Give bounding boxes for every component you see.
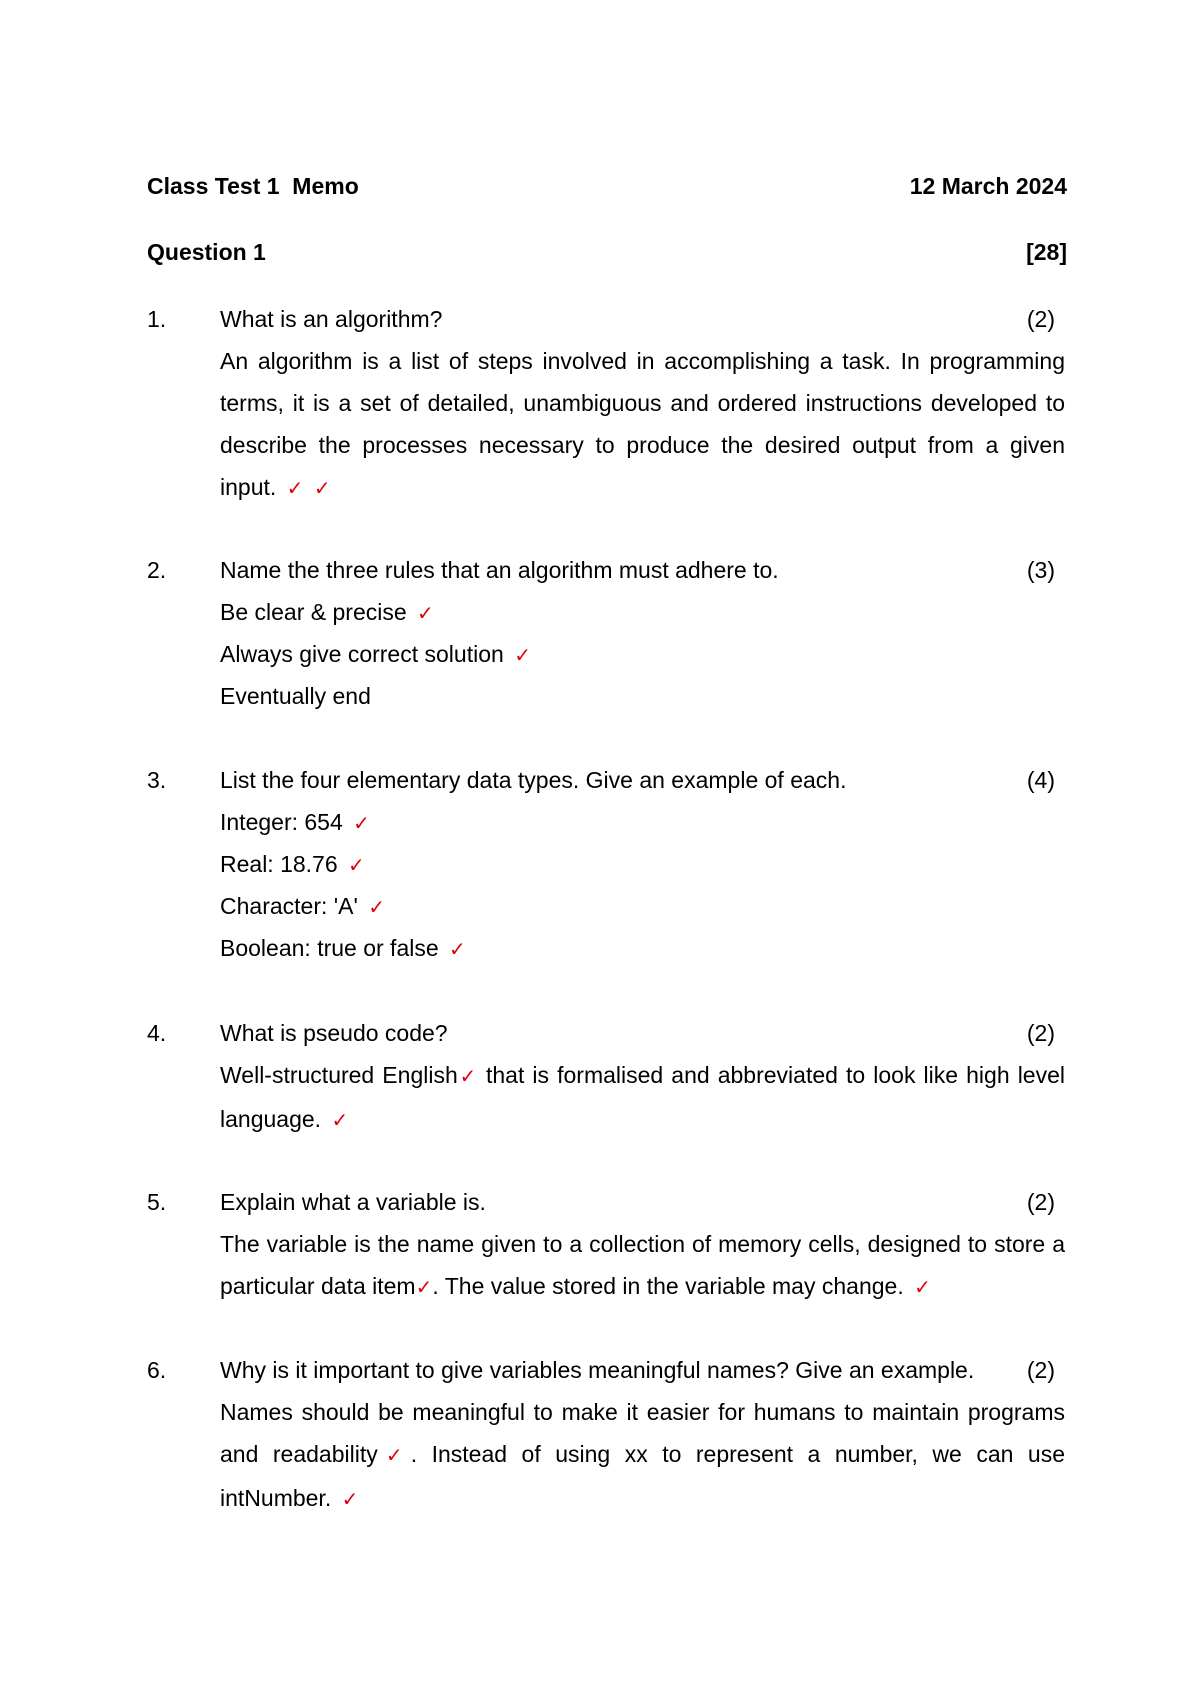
- answer-item-text: Always give correct solution: [220, 641, 504, 667]
- question-4: [147, 1012, 1067, 1142]
- question-marks: (2): [1026, 1357, 1055, 1383]
- answer-body: . The value stored in the variable may change.: [432, 1273, 904, 1299]
- check-mark-icon: ✓: [457, 1066, 478, 1088]
- answer-item-text: Integer: 654: [220, 809, 343, 835]
- question-6: [147, 1349, 1067, 1521]
- question-number: 6.: [147, 1357, 167, 1383]
- question-text: What is pseudo code?: [220, 1020, 448, 1046]
- question-text: Name the three rules that an algorithm must adhere to.: [220, 557, 779, 583]
- question-5: [147, 1181, 1067, 1309]
- answer-item: [220, 801, 1065, 843]
- question-number: 1.: [147, 306, 167, 332]
- answer-item-text: Real: 18.76: [220, 851, 338, 877]
- question-text: What is an algorithm?: [220, 306, 443, 332]
- question-text: Why is it important to give variables meaningful names? Give an example.: [220, 1357, 975, 1383]
- question-marks: (4): [1026, 767, 1055, 793]
- answer-body: . Instead of using xx to represent a number, we can use intNumber.: [220, 1441, 1065, 1511]
- question-marks: (2): [1026, 1189, 1055, 1215]
- answer-body: The variable is the name given to a collection of memory cells, designed to store a particular data item: [220, 1231, 1065, 1299]
- section-total: [28]: [1026, 239, 1067, 265]
- check-mark-icon: ✓: [415, 1277, 433, 1299]
- question-text: List the four elementary data types. Give an example of each.: [220, 767, 847, 793]
- answer-item-text: Boolean: true or false: [220, 935, 439, 961]
- answer-item: [220, 633, 1065, 675]
- question-text: Explain what a variable is.: [220, 1189, 486, 1215]
- question-3: [147, 759, 1067, 969]
- answer-body: An algorithm is a list of steps involved in accomplishing a task. In programming terms, it is a set of detailed, unambiguous and ordered instructions developed to describe the processes necessary to produce the desired output from a given input.: [220, 348, 1065, 500]
- answer-item-text: Be clear & precise: [220, 599, 407, 625]
- answer-text: [220, 340, 1065, 510]
- memo-title: Class Test 1 Memo: [147, 173, 359, 199]
- section-title: Question 1: [147, 239, 266, 265]
- question-1: [147, 298, 1067, 510]
- check-mark-icon: ✓: [449, 939, 466, 961]
- answer-item-text: Eventually end: [220, 683, 371, 709]
- check-mark-icon: ✓: [514, 645, 531, 667]
- check-mark-icon: ✓: [331, 1110, 349, 1132]
- section-header: [147, 238, 1067, 266]
- check-mark-icon: ✓: [313, 478, 331, 500]
- check-mark-icon: ✓: [368, 897, 386, 919]
- answer-body: Names should be meaningful to make it easier for humans to maintain programs and readability: [220, 1399, 1065, 1467]
- check-mark-icon: ✓: [348, 855, 365, 877]
- answer-item: [220, 927, 1065, 969]
- question-marks: (2): [1026, 1020, 1055, 1046]
- check-mark-icon: ✓: [341, 1489, 359, 1511]
- question-number: 3.: [147, 767, 167, 793]
- question-number: 2.: [147, 557, 167, 583]
- memo-date: 12 March 2024: [909, 173, 1067, 199]
- answer-item-text: Character: 'A': [220, 893, 358, 919]
- question-marks: (3): [1026, 557, 1055, 583]
- question-2: [147, 549, 1067, 717]
- check-mark-icon: ✓: [286, 478, 304, 500]
- answer-text: [220, 1223, 1065, 1309]
- answer-item: [220, 591, 1065, 633]
- answer-body: that is formalised and abbreviated to look like high level language.: [220, 1062, 1065, 1132]
- check-mark-icon: ✓: [417, 603, 434, 625]
- memo-header: [147, 172, 1067, 200]
- answer-body: Well-structured English: [220, 1062, 458, 1088]
- question-marks: (2): [1026, 306, 1055, 332]
- answer-text: [220, 1054, 1065, 1142]
- question-number: 5.: [147, 1189, 167, 1215]
- check-mark-icon: ✓: [914, 1277, 931, 1299]
- answer-item: [220, 843, 1065, 885]
- check-mark-icon: ✓: [353, 813, 370, 835]
- answer-item: [220, 885, 1065, 927]
- question-number: 4.: [147, 1020, 167, 1046]
- answer-text: [220, 1391, 1065, 1521]
- check-mark-icon: ✓: [377, 1445, 411, 1467]
- answer-item: [220, 675, 1065, 717]
